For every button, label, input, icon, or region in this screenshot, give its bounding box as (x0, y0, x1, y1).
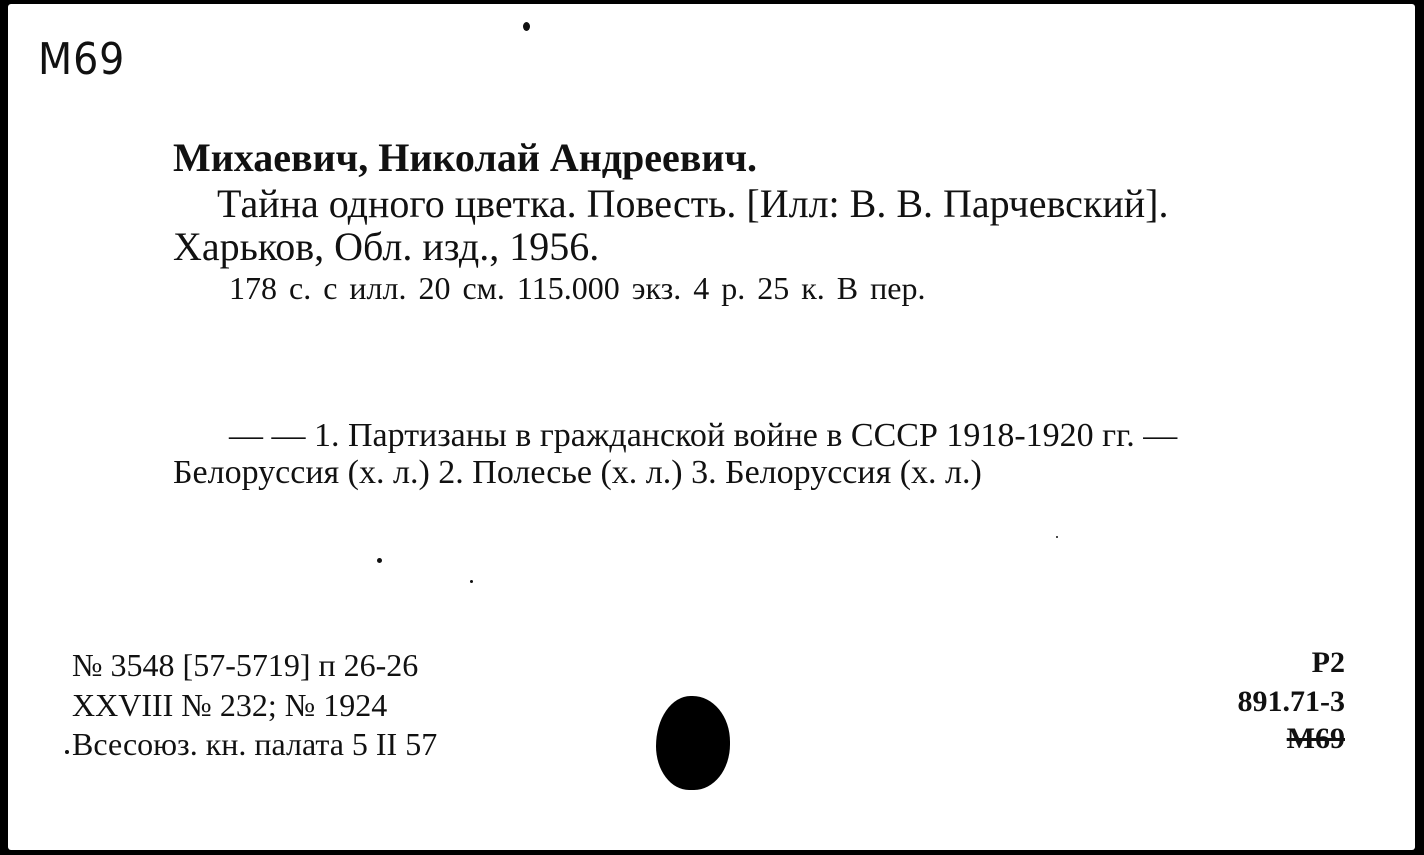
title-statement: Тайна одного цветка. Повесть. [Илл: В. В. Парчевский]. (217, 181, 1169, 226)
registration-number: № 3548 [57-5719] п 26-26 (72, 647, 419, 683)
ink-speck (470, 580, 473, 583)
registration-series: XXVIII № 232; № 1924 (72, 687, 388, 723)
ink-speck (65, 750, 69, 754)
catalog-card (8, 4, 1415, 850)
classification-index: Р2 (1311, 646, 1345, 679)
handwritten-shelfmark: М69 (38, 34, 126, 85)
punch-hole (656, 696, 730, 790)
ink-speck (523, 22, 530, 31)
classification-udc: 891.71-3 (1237, 685, 1345, 718)
classification-cutter: М69 (1286, 722, 1345, 755)
registration-chamber: Всесоюз. кн. палата 5 II 57 (72, 726, 438, 762)
ink-speck (1056, 536, 1058, 538)
subject-headings-line-1: — — 1. Партизаны в гражданской войне в СССР 1918-1920 гг. — (229, 417, 1178, 454)
ink-speck (377, 558, 382, 563)
physical-description: 178 с. с илл. 20 см. 115.000 экз. 4 р. 25 к. В пер. (229, 270, 926, 306)
publication-imprint: Харьков, Обл. изд., 1956. (173, 224, 600, 269)
author-heading: Михаевич, Николай Андреевич. (173, 135, 758, 180)
subject-headings-line-2: Белоруссия (х. л.) 2. Полесье (х. л.) 3. Белоруссия (х. л.) (173, 454, 982, 491)
